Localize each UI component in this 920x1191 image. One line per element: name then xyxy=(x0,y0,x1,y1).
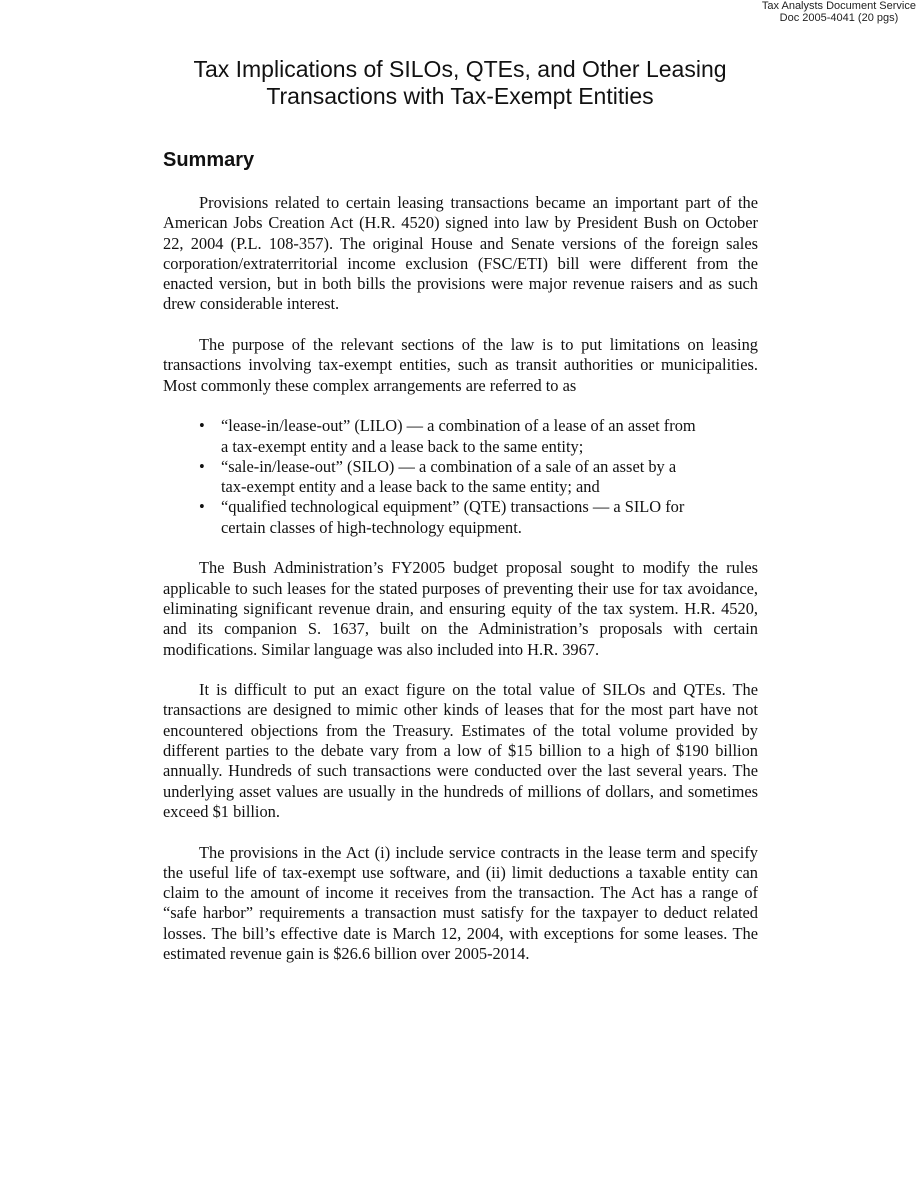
list-item-text: “sale-in/lease-out” (SILO) — a combination of a sale of an asset by a tax-exempt entity and a lease back to the same entity; and xyxy=(221,456,677,497)
title-line-1: Tax Implications of SILOs, QTEs, and Other Leasing xyxy=(193,56,727,82)
bullet-icon: • xyxy=(199,497,205,517)
summary-body xyxy=(163,193,758,985)
bullet-icon: • xyxy=(199,456,205,476)
list-item-lilo xyxy=(163,416,701,457)
list-item-text: “lease-in/lease-out” (LILO) — a combination of a lease of an asset from a tax-exempt entity and a lease back to the same entity; xyxy=(221,416,696,456)
paragraph-4: It is difficult to put an exact figure on the total value of SILOs and QTEs. The transactions are designed to mimic other kinds of leases that for the most part have not encountered objections from the Treasury. Estimates of the total volume provided by different parties to the debate vary from a low of $15 billion to a high of $190 billion annually. Hundreds of such transactions were conducted over the last several years. The underlying asset values are usually in the hundreds of millions of dollars, and sometimes exceed $1 billion. xyxy=(163,680,758,821)
paragraph-2: The purpose of the relevant sections of the law is to put limitations on leasing transactions involving tax-exempt entities, such as transit authorities or municipalities. Most commonly these complex arrangements are referred to as xyxy=(163,335,758,395)
stamp-line-service: Tax Analysts Document Service xyxy=(761,0,916,12)
document-title xyxy=(0,56,920,110)
section-heading-summary: Summary xyxy=(163,149,255,171)
paragraph-3: The Bush Administration’s FY2005 budget proposal sought to modify the rules applicable to such leases for the stated purposes of preventing their use for tax avoidance, eliminating significant revenue drain, and ensuring equity of the tax system. H.R. 4520, and its companion S. 1637, built on the Administration’s proposals with certain modifications. Similar language was also included into H.R. 3967. xyxy=(163,558,758,659)
title-line-2: Transactions with Tax-Exempt Entities xyxy=(266,83,654,109)
list-item-text: “qualified technological equipment” (QTE) transactions — a SILO for certain classes of high-technology equipment. xyxy=(221,497,685,537)
list-item-qte xyxy=(163,497,701,538)
list-item-silo xyxy=(163,457,701,498)
paragraph-1: Provisions related to certain leasing transactions became an important part of the American Jobs Creation Act (H.R. 4520) signed into law by President Bush on October 22, 2004 (P.L. 108-357). The original House and Senate versions of the foreign sales corporation/extraterritorial income exclusion (FSC/ETI) bill were different from the enacted version, but in both bills the provisions were major revenue raisers and as such drew considerable interest. xyxy=(163,193,758,314)
stamp-line-doc-number: Doc 2005-4041 (20 pgs) xyxy=(779,12,899,24)
paragraph-5: The provisions in the Act (i) include service contracts in the lease term and specify the useful life of tax-exempt use software, and (ii) limit deductions a taxable entity can claim to the amount of income it receives from the transaction. The Act has a range of “safe harbor” requirements a transaction must satisfy for the taxpayer to deduct related losses. The bill’s effective date is March 12, 2004, with exceptions for some leases. The estimated revenue gain is $26.6 billion over 2005-2014. xyxy=(163,842,758,963)
document-service-stamp xyxy=(762,0,916,24)
transaction-types-list xyxy=(163,416,758,538)
bullet-icon: • xyxy=(199,416,205,436)
